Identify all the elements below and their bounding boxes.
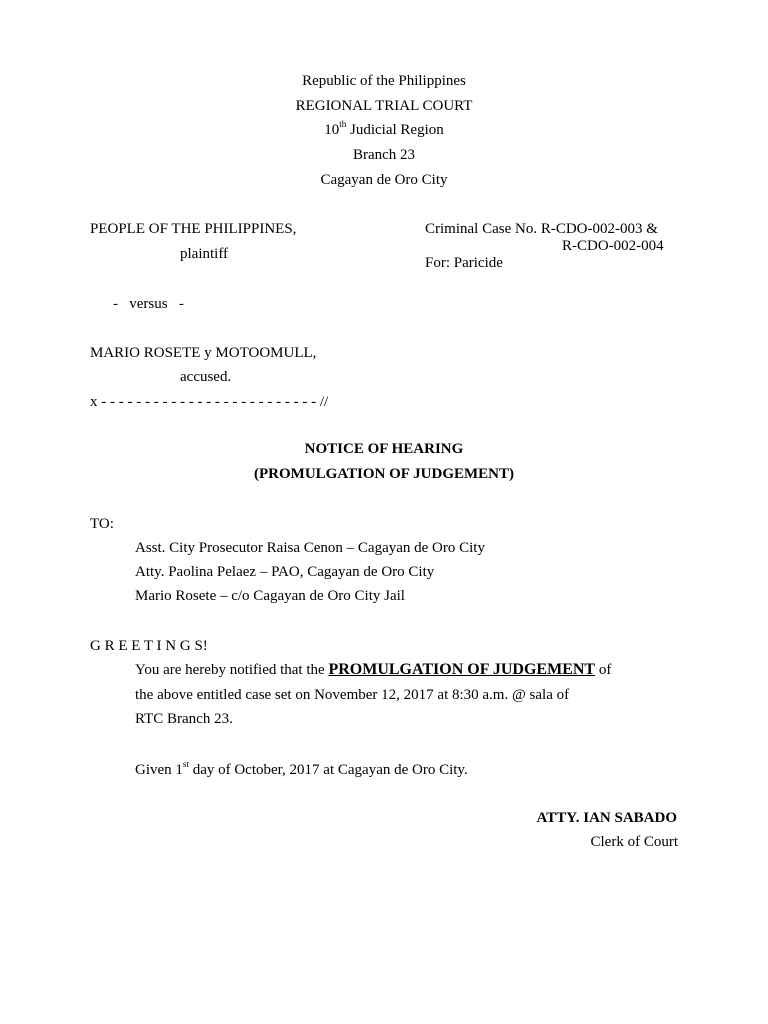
- given-rest: day of October, 2017 at Cagayan de Oro City.: [188, 762, 468, 778]
- versus-label: - versus -: [113, 296, 184, 312]
- given-prefix: Given 1: [135, 762, 183, 778]
- caption-separator: x - - - - - - - - - - - - - - - - - - - - - - - - - //: [90, 394, 329, 410]
- recipient-item: Atty. Paolina Pelaez – PAO, Cagayan de Oro City: [135, 564, 435, 580]
- header-republic: Republic of the Philippines: [302, 73, 466, 89]
- case-nature: For: Paricide: [425, 255, 503, 271]
- notice-paragraph-line3: RTC Branch 23.: [135, 711, 233, 727]
- paragraph-lead: You are hereby notified that the: [135, 662, 329, 678]
- accused-role: accused.: [180, 369, 232, 385]
- header-region-number: 10: [324, 122, 340, 138]
- greetings: G R E E T I N G S!: [90, 638, 208, 654]
- recipient-item: Asst. City Prosecutor Raisa Cenon – Cagayan de Oro City: [135, 540, 485, 556]
- to-label: TO:: [90, 516, 114, 532]
- header-court: REGIONAL TRIAL COURT: [295, 98, 473, 114]
- header-region-text: Judicial Region: [346, 122, 444, 138]
- given-date-line: [135, 761, 468, 779]
- notice-title: NOTICE OF HEARING: [304, 441, 464, 457]
- notice-paragraph-line1: [135, 661, 611, 679]
- signatory-name: ATTY. IAN SABADO: [536, 810, 677, 826]
- given-suffix: st: [182, 759, 189, 769]
- signatory-position: Clerk of Court: [590, 834, 678, 850]
- header-region: [0, 121, 768, 139]
- header-region-suffix: th: [339, 119, 347, 129]
- header-branch: Branch 23: [352, 147, 416, 163]
- paragraph-tail: of: [595, 662, 612, 678]
- notice-paragraph-line2: the above entitled case set on November 12, 2017 at 8:30 a.m. @ sala of: [135, 687, 570, 703]
- plaintiff-name: PEOPLE OF THE PHILIPPINES,: [90, 221, 297, 237]
- plaintiff-role: plaintiff: [180, 246, 229, 262]
- accused-name: MARIO ROSETE y MOTOOMULL,: [90, 345, 317, 361]
- header-city: Cagayan de Oro City: [320, 172, 448, 188]
- notice-subtitle: (PROMULGATION OF JUDGEMENT): [254, 466, 514, 482]
- promulgation-emphasis: PROMULGATION OF JUDGEMENT: [328, 661, 596, 678]
- case-number-line2: R-CDO-002-004: [562, 238, 664, 254]
- case-number-line1: Criminal Case No. R-CDO-002-003 &: [425, 221, 658, 237]
- recipient-item: Mario Rosete – c/o Cagayan de Oro City Jail: [135, 588, 405, 604]
